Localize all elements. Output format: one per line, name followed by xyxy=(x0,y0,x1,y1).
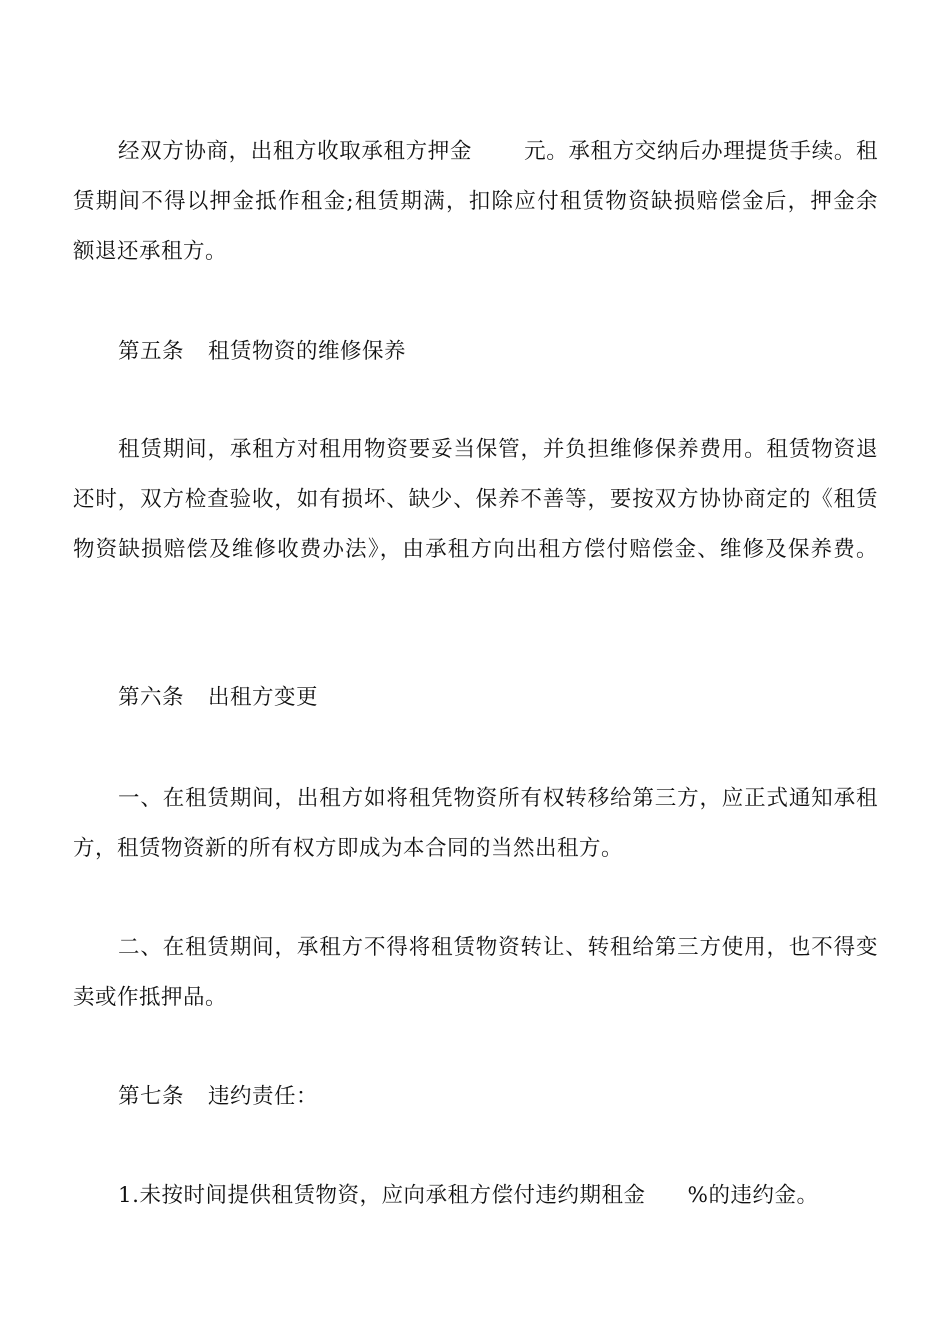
clause-7-1 xyxy=(118,1183,878,1209)
article-5-number: 第五条 xyxy=(118,339,185,364)
article-7-title: 违约责任： xyxy=(208,1084,319,1109)
deposit-paragraph-line-3: 额退还承租方。 xyxy=(73,239,228,264)
maintenance-paragraph-line-1: 租赁期间，承租方对租用物资要妥当保管，并负担维修保养费用。租赁物资退 xyxy=(118,437,878,462)
clause-6-1-line-2: 方，租赁物资新的所有权方即成为本合同的当然出租方。 xyxy=(73,836,624,861)
article-5-heading xyxy=(118,339,878,365)
maintenance-paragraph-line-3: 物资缺损赔偿及维修收费办法》，由承租方向出租方偿付赔偿金、维修及保养费。 xyxy=(73,537,878,562)
clause-7-1-text-after-rate: %的违约金。 xyxy=(687,1183,819,1208)
article-6-title: 出租方变更 xyxy=(208,685,319,710)
deposit-text-after-amount: 元。承租方交纳后办理提货手续。租 xyxy=(524,139,878,164)
article-7-number: 第七条 xyxy=(118,1084,185,1109)
article-7-heading xyxy=(118,1084,878,1110)
clause-7-1-text-before-rate: 1.未按时间提供租赁物资，应向承租方偿付违约期租金 xyxy=(118,1183,646,1208)
deposit-paragraph-line-1 xyxy=(118,139,878,165)
maintenance-paragraph-line-2: 还时，双方检查验收，如有损坏、缺少、保养不善等，要按双方协协商定的《租赁 xyxy=(73,487,878,512)
article-6-heading xyxy=(118,685,878,711)
clause-6-2-line-2: 卖或作抵押品。 xyxy=(73,985,228,1010)
article-5-title: 租赁物资的维修保养 xyxy=(208,339,407,364)
clause-6-1-line-1: 一、在租赁期间，出租方如将租凭物资所有权转移给第三方，应正式通知承租 xyxy=(118,786,878,811)
article-6-number: 第六条 xyxy=(118,685,185,710)
deposit-paragraph-line-2: 赁期间不得以押金抵作租金;租赁期满，扣除应付租赁物资缺损赔偿金后，押金余 xyxy=(73,189,878,214)
deposit-text-before-amount: 经双方协商，出租方收取承租方押金 xyxy=(118,139,472,164)
clause-6-2-line-1: 二、在租赁期间，承租方不得将租赁物资转让、转租给第三方使用，也不得变 xyxy=(118,935,878,960)
